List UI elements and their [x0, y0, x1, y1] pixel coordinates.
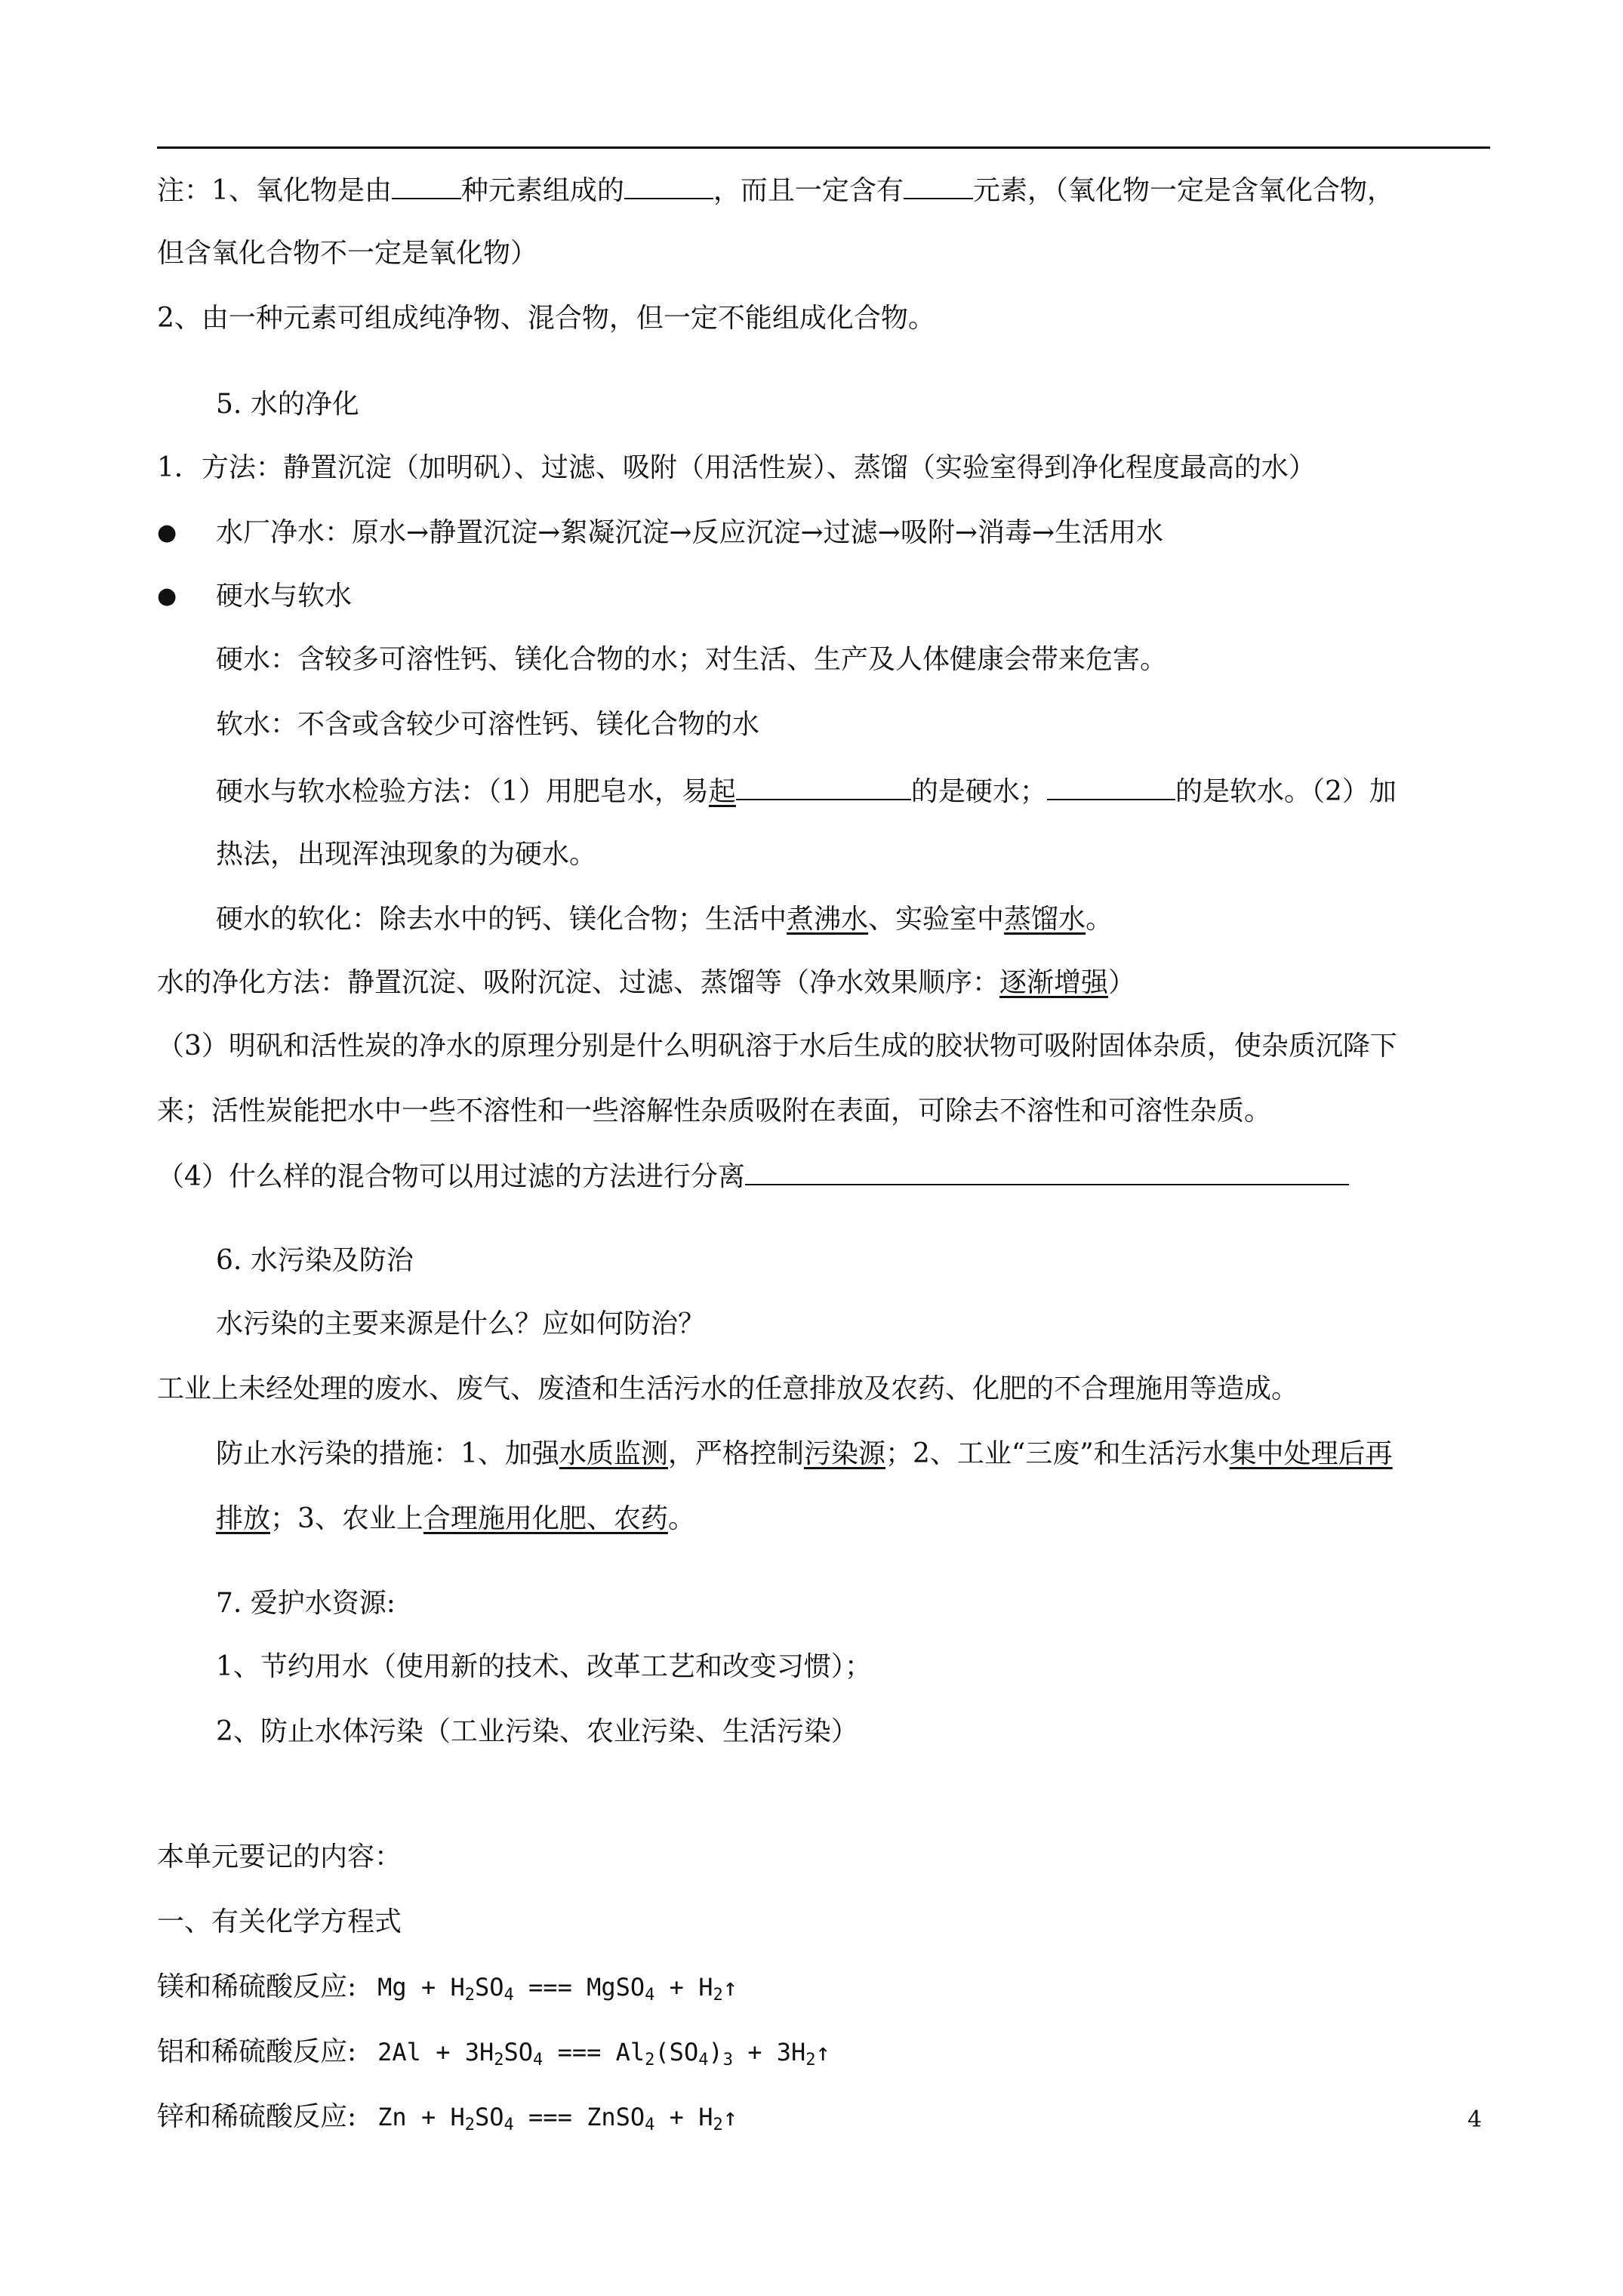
fill-blank[interactable] — [624, 171, 713, 199]
note-text: 元素，（氧化物一定是含氧化合物， — [972, 175, 1394, 206]
water-softening: 硬水的软化：除去水中的钙、镁化合物；生活中煮沸水、实验室中蒸馏水。 — [216, 904, 1113, 935]
chemical-equation: $Mg + H_2SO_4$ === MgSO$_4$ + $H_2↑$ — [377, 1973, 738, 2005]
fill-blank[interactable] — [1047, 772, 1175, 800]
note-text: 种元素组成的 — [460, 175, 624, 206]
unit-summary-title: 本单元要记的内容： — [157, 1841, 402, 1872]
water-test-line-2: 热法，出现浑浊现象的为硬水。 — [216, 839, 597, 870]
section-6-heading: 6. 水污染及防治 — [216, 1245, 414, 1276]
prevention-line-2: 排放；3、农业上合理施用化肥、农药。 — [216, 1503, 695, 1534]
waterworks-process: 水厂净水：原水→静置沉淀→絮凝沉淀→反应沉淀→过滤→吸附→消毒→生活用水 — [216, 517, 1164, 548]
bullet-icon: ● — [157, 583, 177, 609]
question-3-line-2: 来；活性炭能把水中一些不溶性和一些溶解性杂质吸附在表面，可除去不溶性和可溶性杂质。 — [157, 1096, 1272, 1126]
note-line-1 — [157, 171, 1490, 209]
prevention-line-1: 防止水污染的措施：1、加强水质监测，严格控制污染源；2、工业“三废”和生活污水集中处理后再 — [216, 1438, 1393, 1469]
note-text: 注：1、氧化物是由 — [157, 175, 392, 206]
section-7-heading: 7. 爱护水资源: — [216, 1588, 396, 1619]
chemical-equation: $2Al + 3H_2SO_4$ === $Al_2(SO_4)_3$ + $3H_2↑$ — [377, 2038, 830, 2069]
purification-methods: 1．方法：静置沉淀（加明矾）、过滤、吸附（用活性炭）、蒸馏（实验室得到净化程度最高的水） — [157, 452, 1316, 483]
equation-mg: 镁和稀硫酸反应: $Mg + H_2SO_4$ === MgSO$_4$ + $H_2↑$ — [157, 1971, 738, 2005]
water-test-line-1: 硬水与软水检验方法：（1）用肥皂水，易起 的是硬水； 的是软水。（2）加 — [216, 772, 1490, 810]
soft-water-def: 软水：不含或含较少可溶性钙、镁化合物的水 — [216, 709, 760, 740]
note-item-2: 2、由一种元素可组成纯净物、混合物，但一定不能组成化合物。 — [157, 303, 935, 334]
header-rule — [157, 146, 1490, 149]
bullet-icon: ● — [157, 519, 177, 546]
page-number: 4 — [1467, 2106, 1483, 2133]
pollution-answer: 工业上未经处理的废水、废气、废渣和生活污水的任意排放及农药、化肥的不合理施用等造成。 — [157, 1373, 1299, 1404]
hard-water-def: 硬水：含较多可溶性钙、镁化合物的水；对生活、生产及人体健康会带来危害。 — [216, 644, 1168, 675]
fill-blank[interactable] — [904, 171, 973, 199]
purification-order: 水的净化方法：静置沉淀、吸附沉淀、过滤、蒸馏等（净水效果顺序：逐渐增强） — [157, 967, 1136, 998]
protect-item-1: 1、节约用水（使用新的技术、改革工艺和改变习惯）； — [216, 1651, 872, 1682]
pollution-question: 水污染的主要来源是什么？应如何防治？ — [216, 1308, 706, 1339]
fill-blank[interactable] — [745, 1157, 1349, 1185]
question-3-line-1: （3）明矾和活性炭的净水的原理分别是什么明矾溶于水后生成的胶状物可吸附固体杂质，使杂质沉降下 — [157, 1031, 1397, 1062]
protect-item-2: 2、防止水体污染（工业污染、农业污染、生活污染） — [216, 1716, 858, 1747]
note-line-2: 但含氧化合物不一定是氧化物） — [157, 238, 538, 269]
equations-heading: 一、有关化学方程式 — [157, 1906, 402, 1937]
equation-al: 铝和稀硫酸反应: $2Al + 3H_2SO_4$ === $Al_2(SO_4)_3$ + $3H_2↑$ — [157, 2036, 830, 2069]
question-4: （4）什么样的混合物可以用过滤的方法进行分离 — [157, 1157, 1490, 1195]
section-5-heading: 5. 水的净化 — [216, 389, 359, 420]
chemical-equation: $Zn + H_2SO_4$ === ZnSO$_4$ + $H_2↑$ — [377, 2103, 738, 2134]
fill-blank[interactable] — [392, 171, 461, 199]
hard-soft-heading: 硬水与软水 — [216, 581, 353, 612]
note-text: ，而且一定含有 — [713, 175, 904, 206]
fill-blank[interactable] — [736, 772, 911, 800]
equation-zn: 锌和稀硫酸反应: $Zn + H_2SO_4$ === ZnSO$_4$ + $H_2↑$ — [157, 2101, 738, 2134]
